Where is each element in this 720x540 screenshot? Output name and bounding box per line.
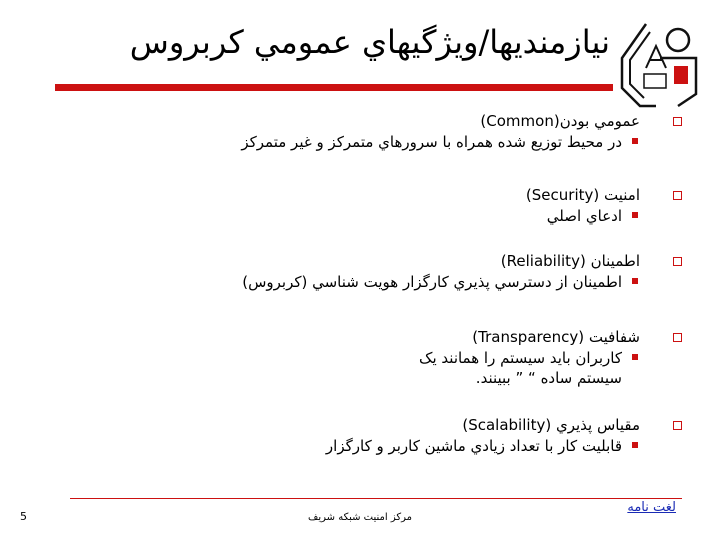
footer-org-name: مرکز امنيت شبکه شريف — [308, 512, 412, 523]
slide-title: نيازمنديها/ويژگيهاي عمومي کربروس — [129, 23, 610, 61]
glossary-link[interactable]: لغت نامه — [627, 500, 676, 515]
filled-square-bullet-icon — [632, 278, 638, 284]
footer-divider — [70, 498, 682, 499]
bullet-heading: امنيت (Security) — [60, 184, 682, 206]
hollow-square-bullet-icon — [673, 117, 682, 126]
filled-square-bullet-icon — [632, 212, 638, 218]
point-security — [60, 184, 682, 226]
bullet-detail: در محيط توزيع شده همراه با سرورهاي متمرکز و غير متمرکز — [60, 132, 682, 152]
point-scalability — [60, 414, 682, 456]
bullet-heading: اطمينان (Reliability) — [60, 250, 682, 272]
hollow-square-bullet-icon — [673, 257, 682, 266]
bullet-heading: عمومي بودن(Common) — [60, 110, 682, 132]
hollow-square-bullet-icon — [673, 421, 682, 430]
point-transparency — [60, 326, 682, 388]
bullet-heading: شفافيت (Transparency) — [60, 326, 682, 348]
filled-square-bullet-icon — [632, 138, 638, 144]
bullet-detail: اطمينان از دسترسي پذيري کارگزار هويت شناسي (کربروس) — [60, 272, 682, 292]
hollow-square-bullet-icon — [673, 191, 682, 200]
page-number: 5 — [20, 510, 27, 523]
bullet-detail: کاربران بايد سيستم را همانند يک سيستم ساده “ ” ببينند. — [60, 348, 682, 388]
title-underline-bar — [55, 84, 613, 91]
filled-square-bullet-icon — [632, 442, 638, 448]
point-common — [60, 110, 682, 152]
hollow-square-bullet-icon — [673, 333, 682, 342]
sharif-logo — [616, 18, 702, 108]
bullet-heading: مقياس پذيري (Scalability) — [60, 414, 682, 436]
bullet-list — [60, 104, 682, 456]
bullet-detail: قابليت کار با تعداد زيادي ماشين کاربر و کارگزار — [60, 436, 682, 456]
point-reliability — [60, 250, 682, 292]
bullet-detail: ادعاي اصلي — [60, 206, 682, 226]
filled-square-bullet-icon — [632, 354, 638, 360]
